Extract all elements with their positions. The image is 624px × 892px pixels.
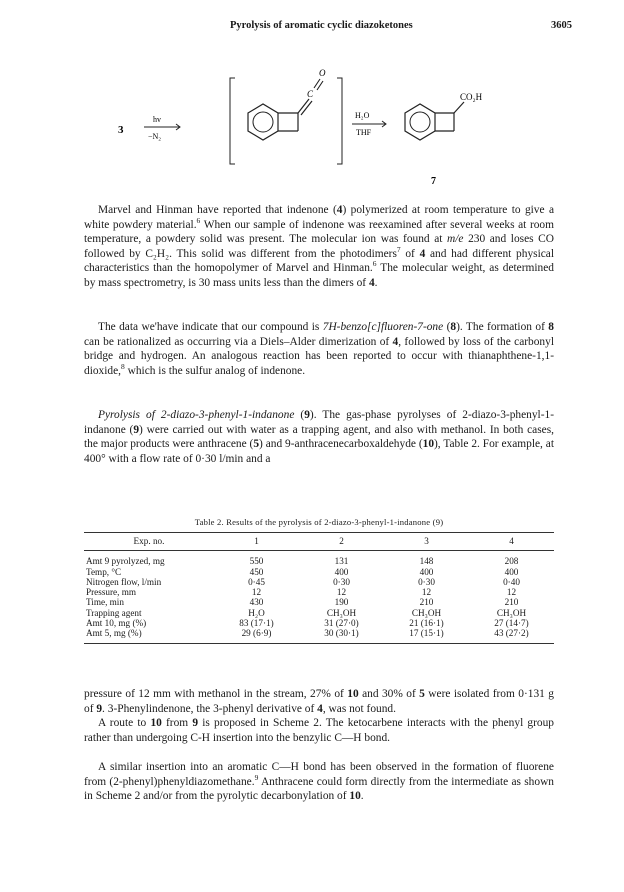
bracket-right [337, 78, 342, 164]
table-header-cell: 3 [384, 533, 469, 551]
arrow1-label-top: hv [153, 115, 161, 124]
paragraph-1: Marvel and Hinman have reported that indenone (4) polymerized at room temperature to give a white powdery material.$^6$ When our sample of indenone was reexamined after several weeks at room temperature, a powdery solid was present. The molecular ion was found at m/e 230 and loses CO followed by C₂H₂. This solid was different from the photodimers$^7$ of 4 and had different physical characteristics than the homopolymer of Marvel and Hinman.$^6$ The molecular weight, as determined by mass spectrometry, is 30 mass units less than the dimers of 4. [84, 204, 555, 289]
paragraph-6: A similar insertion into an aromatic C—H bond has been observed in the formation of fluorene from (2-phenyl)phenyldiazomethane.$^9$ Anthracene could form directly from the intermediate as shown in Scheme 2 and/or from the pyrolytic decarbonylation of 10. [84, 761, 554, 803]
reaction-scheme-drawing [80, 60, 560, 195]
section-heading: Pyrolysis of 2-diazo-3-phenyl-1-indanone [98, 409, 295, 421]
carboxyl-bond [454, 102, 464, 113]
page-number: 3605 [551, 20, 572, 31]
paragraph-3: Pyrolysis of 2-diazo-3-phenyl-1-indanone (9). The gas-phase pyrolyses of 2-diazo-3-phenyl-1-indanone (9) were carried out with water as a trapping agent, and also with methanol. In both cases, the major products were anthracene (5) and 9-anthracenecarboxaldehyde (10), Table 2. For example, at 400° with a flow rate of 0·30 l/min and a [84, 409, 554, 465]
reaction-scheme [80, 60, 560, 195]
table-header-cell: 1 [214, 533, 299, 551]
arrow1-label-bottom: −N₂ [148, 132, 162, 141]
table-row: Temp, °C 450 400 400 400 [86, 566, 519, 577]
bracket-left [230, 78, 235, 164]
start-compound-number: 3 [118, 124, 124, 136]
table-row: Trapping agent H₂O CH₃OH CH₃OH CH₃OH [86, 607, 527, 618]
paragraph-5: A route to 10 from 9 is proposed in Scheme 2. The ketocarbene interacts with the phenyl group rather than undergoing C-H insertion into the benzylic C—H bond. [84, 717, 554, 744]
aromatic-circle-intermediate [253, 112, 273, 132]
table-header-cell: 2 [299, 533, 384, 551]
table-row: Amt 9 pyrolyzed, mg 550 131 148 208 [86, 556, 519, 567]
paragraph-2: The data we'have indicate that our compound is 7H-benzo[c]fluoren-7-one (8). The formation of 8 can be rationalized as occurring via a Diels–Alder dimerization of 4, followed by loss of the carbonyl bridge and hydrogen. An analogous reaction has been reported to occur with thianaphthene-1,1-dioxide,$^8$ which is the sulfur analog of indenone. [84, 321, 554, 377]
running-title: Pyrolysis of aromatic cyclic diazoketones [230, 20, 413, 31]
table-header-cell: Exp. no. [84, 533, 214, 551]
carbonyl-oxygen: O [319, 68, 326, 78]
table-header-cell: 4 [469, 533, 554, 551]
page-header [0, 20, 624, 36]
carboxyl-group: CO₂H [460, 92, 483, 102]
table-caption: Table 2. Results of the pyrolysis of 2-diazo-3-phenyl-1-indanone (9) [194, 517, 444, 527]
aromatic-circle-product [410, 112, 430, 132]
arrow2-label-top: H₂O [355, 111, 370, 120]
carbonyl-carbon: C [307, 89, 314, 99]
table-row: Amt 10, mg (%) 83 (17·1) 31 (27·0) 21 (16·1) 27 (14·7) [86, 618, 529, 629]
table-row: Pressure, mm 12 12 12 12 [86, 587, 517, 598]
paragraph-4: pressure of 12 mm with methanol in the stream, 27% of 10 and 30% of 5 were isolated from 0·131 g of 9. 3-Phenylindenone, the 3-phenyl derivative of 4, was not found. [84, 688, 554, 715]
table-row: Time, min 430 190 210 210 [86, 597, 519, 608]
table-row: Amt 5, mg (%) 29 (6·9) 30 (30·1) 17 (15·1) 43 (27·2) [84, 628, 554, 643]
results-table [84, 532, 554, 644]
arrow2-label-bottom: THF [356, 128, 372, 137]
product-number: 7 [431, 176, 436, 187]
table-row: Nitrogen flow, l/min 0·45 0·30 0·30 0·40 [86, 576, 520, 587]
